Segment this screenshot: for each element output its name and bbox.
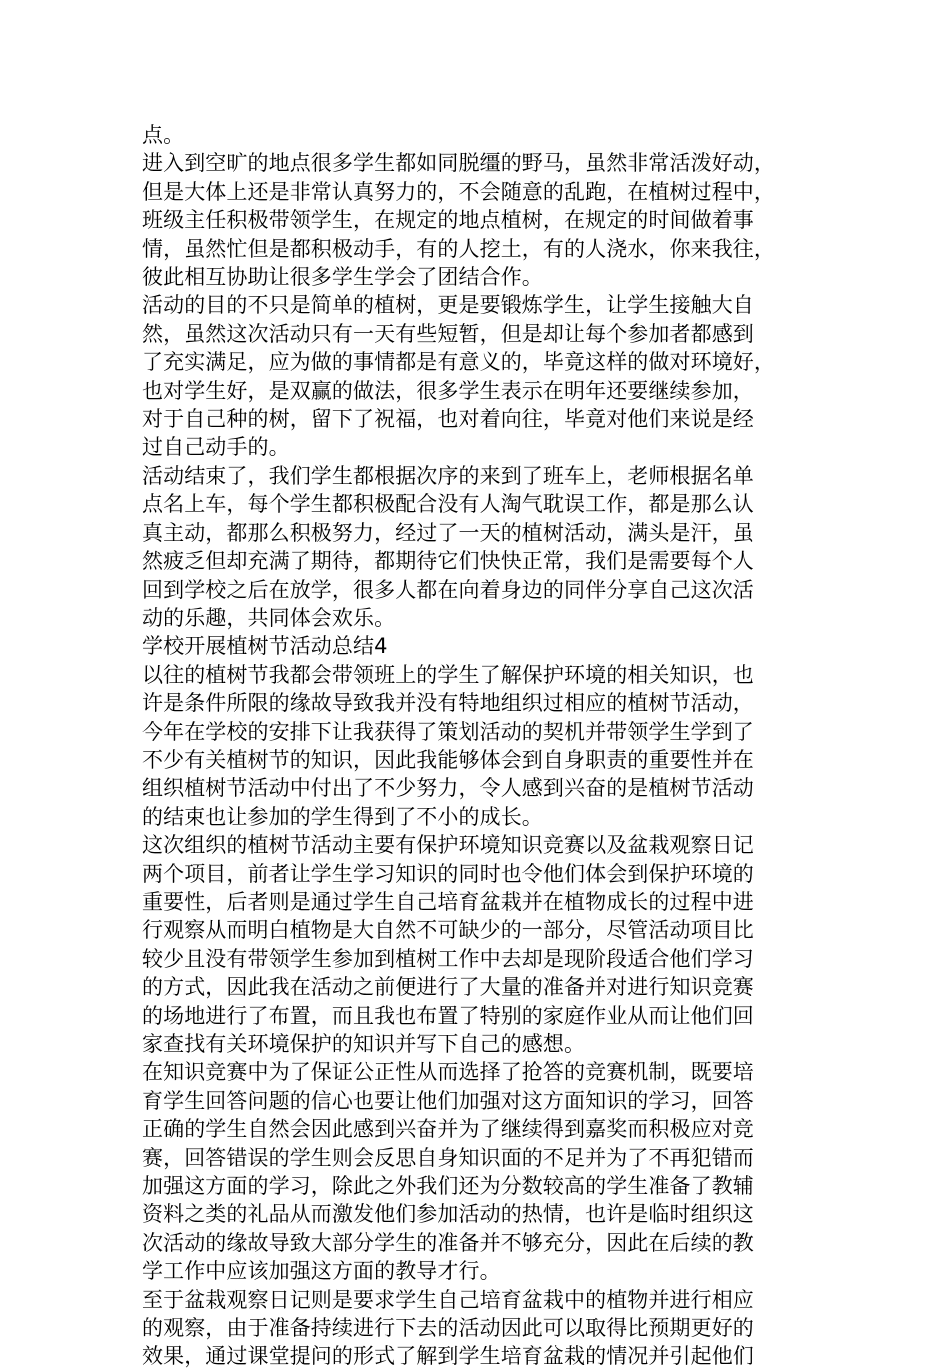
text-line: 但是大体上还是非常认真努力的，不会随意的乱跑，在植树过程中，	[142, 179, 775, 204]
text-line: 育学生回答问题的信心也要让他们加强对这方面知识的学习，回答	[142, 1088, 754, 1113]
text-line: 活动结束了，我们学生都根据次序的来到了班车上，老师根据名单	[142, 463, 754, 488]
text-line: 的观察，由于准备持续进行下去的活动因此可以取得比预期更好的	[142, 1316, 754, 1341]
paragraph	[142, 661, 812, 831]
text-line: 的结束也让参加的学生得到了不小的成长。	[142, 804, 543, 829]
paragraph	[142, 831, 812, 1058]
paragraph	[142, 1286, 812, 1371]
text-line: 至于盆栽观察日记则是要求学生自己培育盆栽中的植物并进行相应	[142, 1287, 754, 1312]
text-line: 班级主任积极带领学生，在规定的地点植树，在规定的时间做着事	[142, 208, 754, 233]
paragraph	[142, 462, 812, 632]
text-line: 组织植树节活动中付出了不少努力，令人感到兴奋的是植树节活动	[142, 776, 754, 801]
text-line: 家查找有关环境保护的知识并写下自己的感想。	[142, 1032, 586, 1056]
text-line: 点。	[142, 123, 185, 147]
text-line: 真主动，都那么积极努力，经过了一天的植树活动，满头是汗，虽	[142, 520, 754, 545]
text-line: 动的乐趣，共同体会欢乐。	[142, 605, 396, 630]
text-line: 效果，通过课堂提问的形式了解到学生培育盆栽的情况并引起他们	[142, 1344, 754, 1369]
text-line: 这次组织的植树节活动主要有保护环境知识竞赛以及盆栽观察日记	[142, 833, 754, 858]
text-line: 行观察从而明白植物是大自然不可缺少的一部分，尽管活动项目比	[142, 918, 754, 943]
text-line: 也对学生好，是双赢的做法，很多学生表示在明年还要继续参加，	[142, 378, 754, 403]
text-line: 然，虽然这次活动只有一天有些短暂，但是却让每个参加者都感到	[142, 321, 754, 346]
text-line: 过自己动手的。	[142, 435, 290, 460]
text-line: 较少且没有带领学生参加到植树工作中去却是现阶段适合他们学习	[142, 946, 754, 971]
text-line: 学校开展植树节活动总结4	[142, 634, 388, 659]
text-line: 正确的学生自然会因此感到兴奋并为了继续得到嘉奖而积极应对竞	[142, 1117, 754, 1142]
text-line: 赛，回答错误的学生则会反思自身知识面的不足并为了不再犯错而	[142, 1145, 754, 1170]
text-line: 次活动的缘故导致大部分学生的准备并不够充分，因此在后续的教	[142, 1230, 754, 1255]
text-line: 许是条件所限的缘故导致我并没有特地组织过相应的植树节活动，	[142, 691, 754, 716]
text-line: 情，虽然忙但是都积极动手，有的人挖土，有的人浇水，你来我往，	[142, 236, 775, 261]
text-line: 了充实满足，应为做的事情都是有意义的，毕竟这样的做对环境好，	[142, 350, 775, 375]
document-body	[142, 121, 812, 1371]
text-line: 点名上车，每个学生都积极配合没有人淘气耽误工作，都是那么认	[142, 492, 754, 517]
text-line: 的方式，因此我在活动之前便进行了大量的准备并对进行知识竞赛	[142, 975, 754, 1000]
text-line: 重要性，后者则是通过学生自己培育盆栽并在植物成长的过程中进	[142, 889, 754, 914]
text-line: 学工作中应该加强这方面的教导才行。	[142, 1259, 501, 1284]
text-line: 两个项目，前者让学生学习知识的同时也令他们体会到保护环境的	[142, 861, 754, 886]
text-line: 加强这方面的学习，除此之外我们还为分数较高的学生准备了教辅	[142, 1174, 754, 1199]
text-line: 资料之类的礼品从而激发他们参加活动的热情，也许是临时组织这	[142, 1202, 754, 1227]
paragraph	[142, 1058, 812, 1285]
text-line: 活动的目的不只是简单的植树，更是要锻炼学生，让学生接触大自	[142, 293, 754, 318]
text-line: 进入到空旷的地点很多学生都如同脱缰的野马，虽然非常活泼好动，	[142, 151, 775, 176]
text-line: 不少有关植树节的知识，因此我能够体会到自身职责的重要性并在	[142, 747, 754, 772]
paragraph	[142, 121, 812, 149]
text-line: 的场地进行了布置，而且我也布置了特别的家庭作业从而让他们回	[142, 1003, 754, 1028]
text-line: 在知识竞赛中为了保证公正性从而选择了抢答的竞赛机制，既要培	[142, 1060, 754, 1085]
text-line: 以往的植树节我都会带领班上的学生了解保护环境的相关知识，也	[142, 662, 754, 687]
text-line: 然疲乏但却充满了期待，都期待它们快快正常，我们是需要每个人	[142, 549, 754, 574]
text-line: 今年在学校的安排下让我获得了策划活动的契机并带领学生学到了	[142, 719, 754, 744]
paragraph	[142, 149, 812, 291]
text-line: 彼此相互协助让很多学生学会了团结合作。	[142, 265, 543, 290]
text-line: 对于自己种的树，留下了祝福，也对着向往，毕竟对他们来说是经	[142, 407, 754, 432]
paragraph	[142, 291, 812, 461]
text-line: 回到学校之后在放学，很多人都在向着身边的同伴分享自己这次活	[142, 577, 754, 602]
section-heading	[142, 632, 812, 660]
